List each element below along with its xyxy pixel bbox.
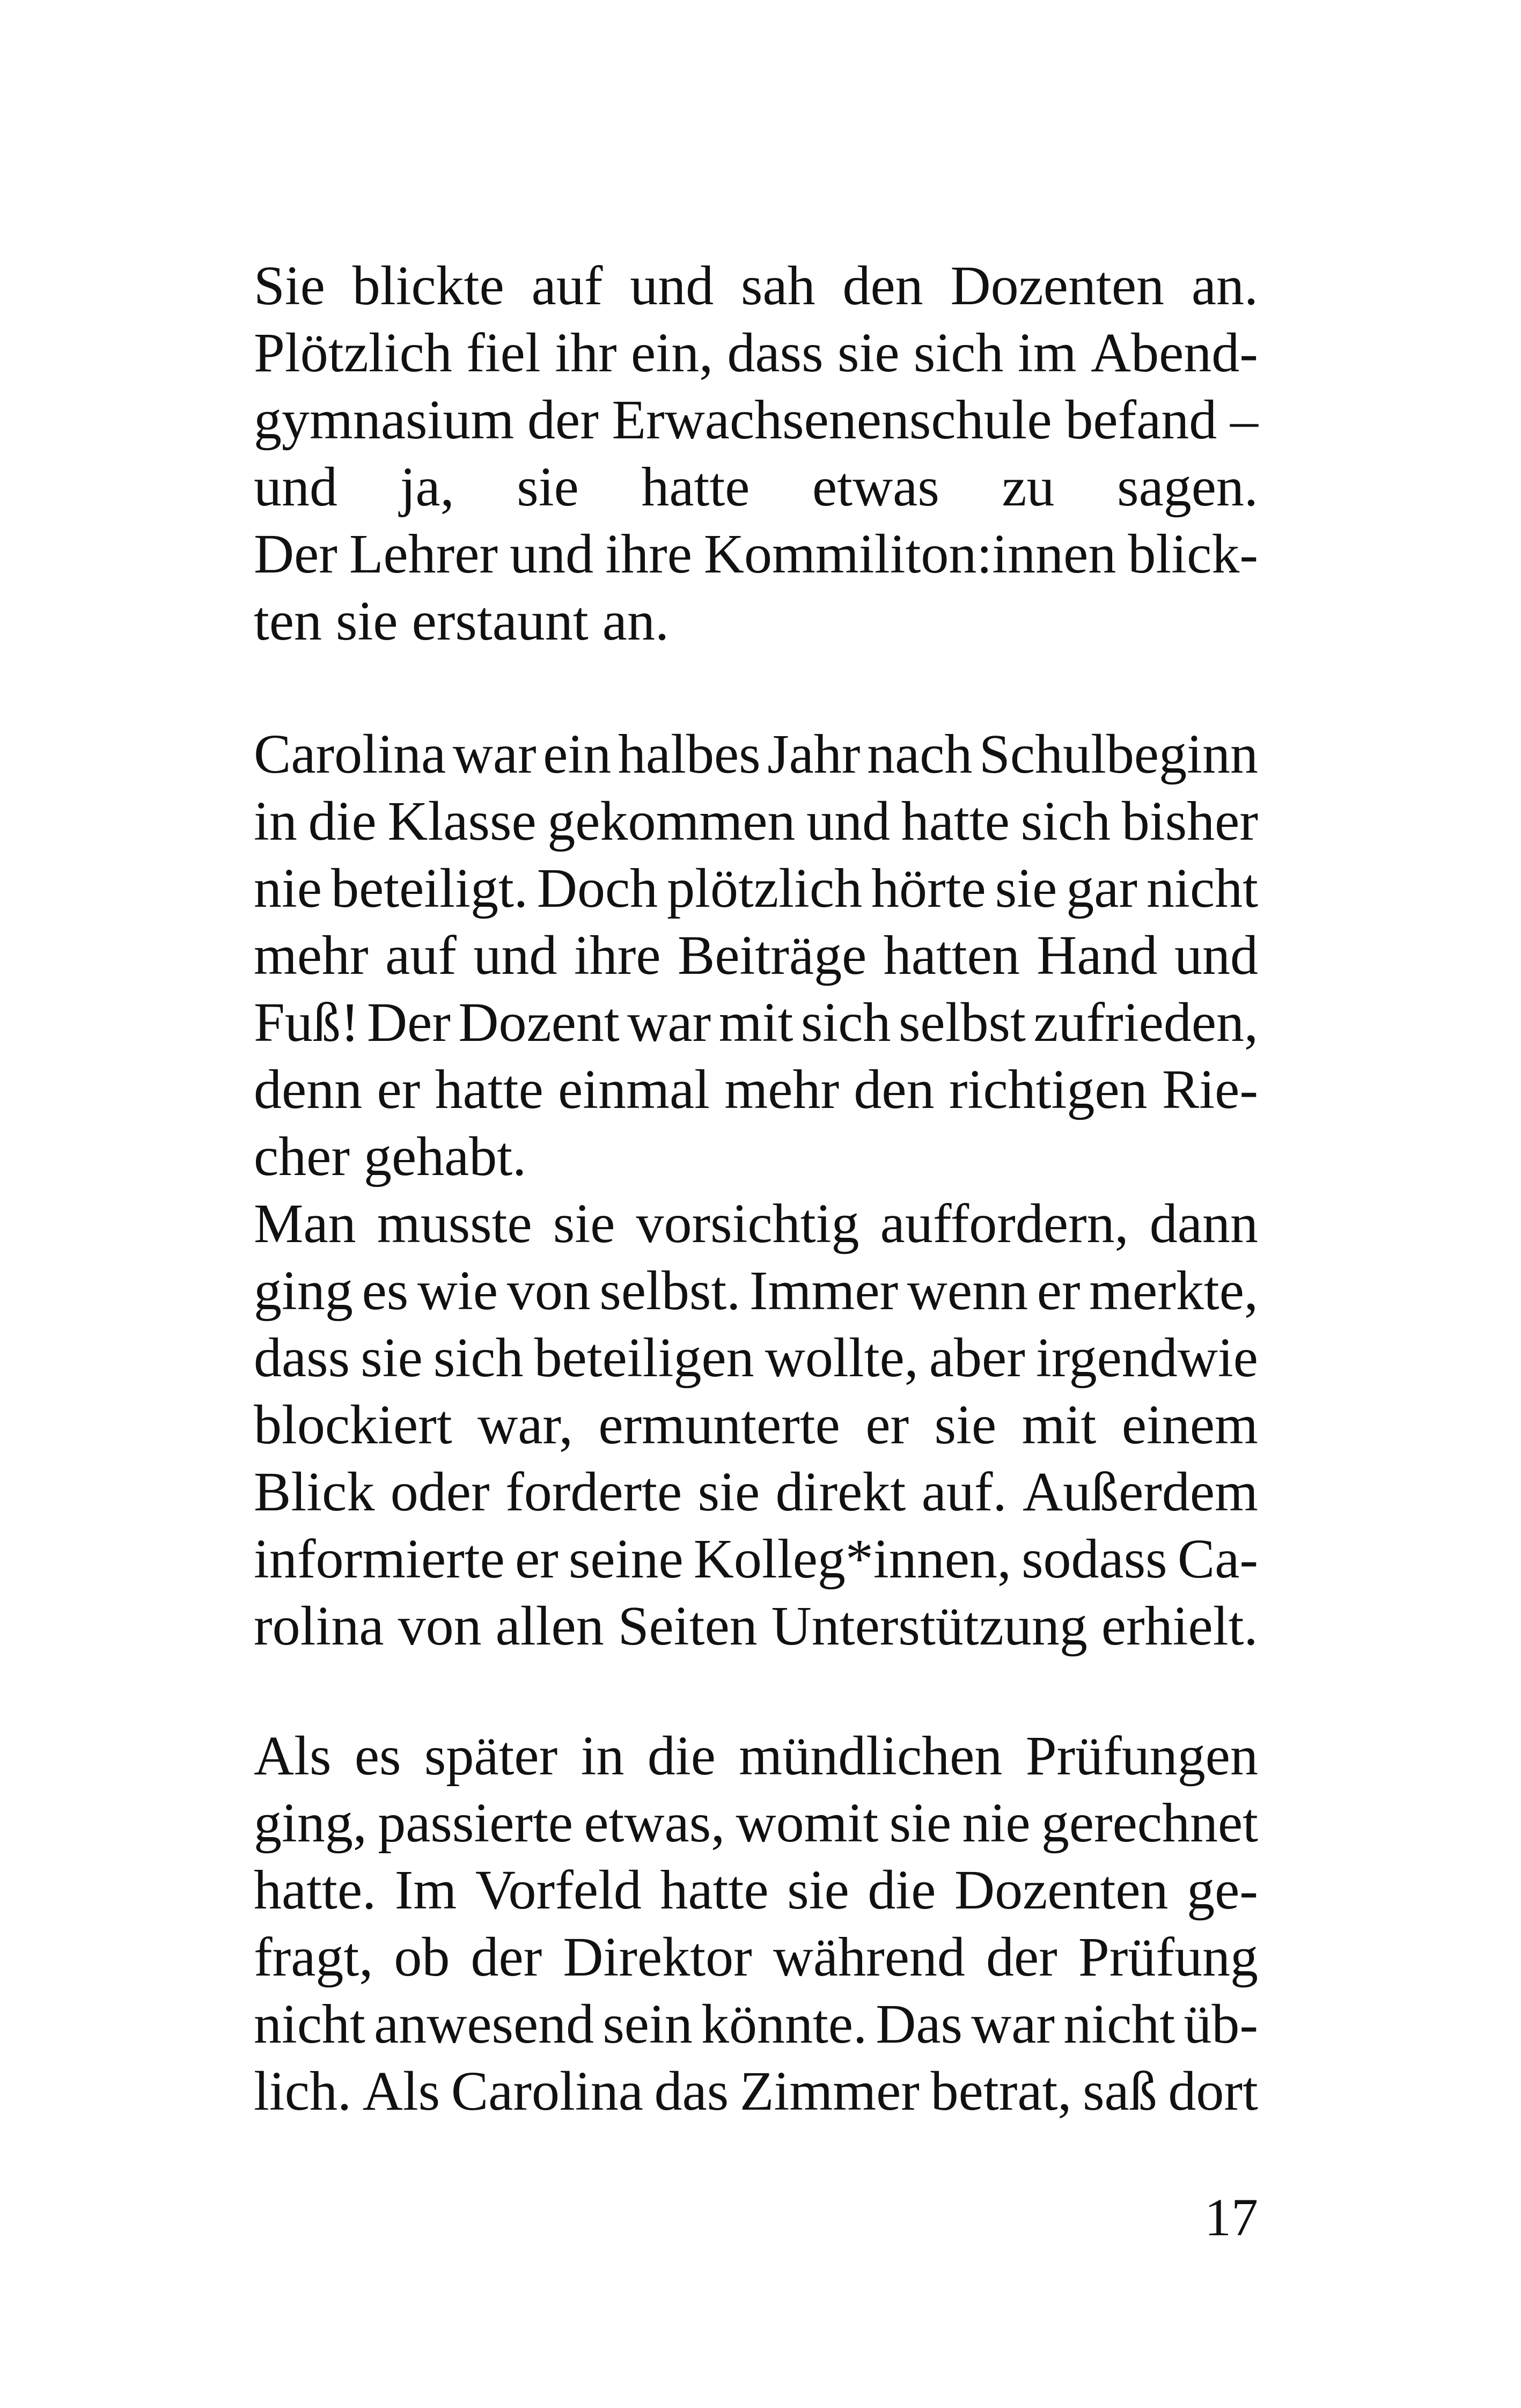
text-line: Als es später in die mündlichen Prüfungen (254, 1725, 1258, 1787)
text-line: ten sie erstaunt an. (254, 590, 669, 652)
text-line: blockiert war, ermunterte er sie mit einem (254, 1394, 1258, 1456)
text-line: cher gehabt. (254, 1126, 527, 1187)
text-line: ging, passierte etwas, womit sie nie gerechnet (254, 1792, 1258, 1854)
text-line: nie beteiligt. Doch plötzlich hörte sie gar nicht (254, 857, 1258, 919)
text-line: Blick oder forderte sie direkt auf. Außerdem (254, 1461, 1258, 1523)
paragraph-3 (254, 1190, 1258, 1660)
text-line: Fuß! Der Dozent war mit sich selbst zufrieden, (254, 992, 1258, 1053)
page-number: 17 (1204, 2187, 1258, 2247)
paragraph-4 (254, 1722, 1258, 2125)
text-line: mehr auf und ihre Beiträge hatten Hand und (254, 924, 1258, 986)
text-line: Sie blickte auf und sah den Dozenten an. (254, 255, 1258, 317)
paragraph-2 (254, 721, 1258, 1190)
paragraph-1 (254, 252, 1258, 655)
text-line: Plötzlich fiel ihr ein, dass sie sich im Abend- (254, 322, 1258, 384)
text-line: in die Klasse gekommen und hatte sich bisher (254, 790, 1258, 852)
text-line: dass sie sich beteiligen wollte, aber irgendwie (254, 1327, 1258, 1389)
text-line: lich. Als Carolina das Zimmer betrat, saß dort (254, 2060, 1258, 2122)
text-line: ging es wie von selbst. Immer wenn er merkte, (254, 1260, 1258, 1322)
text-line: Man musste sie vorsichtig auffordern, dann (254, 1193, 1258, 1254)
text-line: informierte er seine Kolleg*innen, sodass Ca- (254, 1528, 1258, 1590)
text-line: hatte. Im Vorfeld hatte sie die Dozenten ge- (254, 1859, 1258, 1921)
text-line: Der Lehrer und ihre Kommiliton:innen blick- (254, 523, 1258, 585)
text-line: gymnasium der Erwachsenenschule befand – (254, 389, 1258, 451)
text-line: fragt, ob der Direktor während der Prüfung (254, 1926, 1258, 1988)
text-line: Carolina war ein halbes Jahr nach Schulbeginn (254, 723, 1258, 785)
text-line: und ja, sie hatte etwas zu sagen. (254, 456, 1258, 518)
text-line: rolina von allen Seiten Unterstützung erhielt. (254, 1595, 1258, 1657)
text-line: denn er hatte einmal mehr den richtigen Rie- (254, 1059, 1258, 1120)
text-line: nicht anwesend sein könnte. Das war nicht üb- (254, 1993, 1258, 2055)
